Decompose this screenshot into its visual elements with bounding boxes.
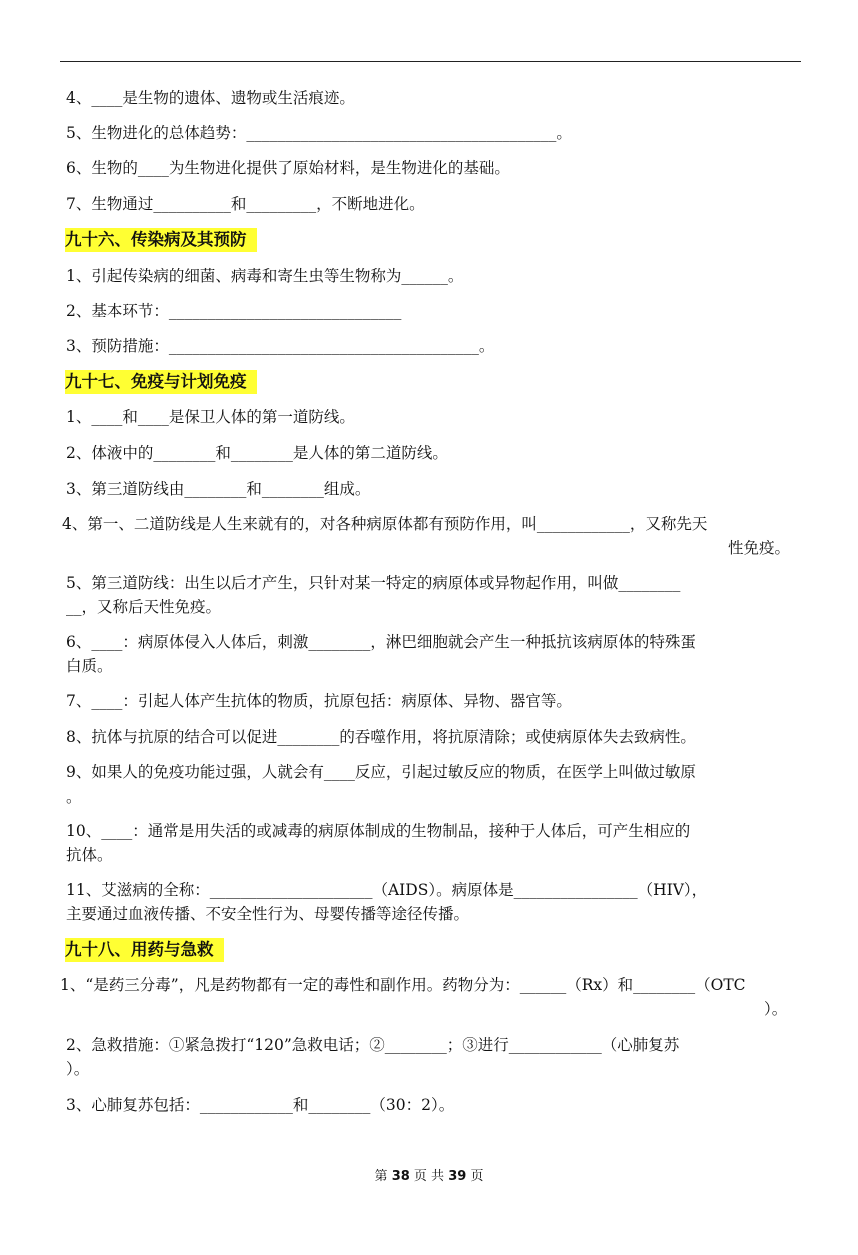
question-97-9-line2: 。 xyxy=(66,788,82,806)
question-97-10-line2: 抗体。 xyxy=(66,846,113,864)
question-98-1-line1: 1、“是药三分毒”，凡是药物都有一定的毒性和副作用。药物分为：______（Rx）和________（OTC xyxy=(60,976,746,994)
question-97-1: 1、____和____是保卫人体的第一道防线。 xyxy=(66,408,355,426)
total-page-number: 39 xyxy=(448,1169,467,1184)
question-96-1: 1、引起传染病的细菌、病毒和寄生虫等生物称为______。 xyxy=(66,267,464,285)
question-97-5-line2: __，又称后天性免疫。 xyxy=(66,598,222,616)
question-96-2: 2、基本环节：______________________________ xyxy=(66,302,402,320)
question-98-2-line1: 2、急救措施：①紧急拨打“120”急救电话；②________；③进行____________（心肺复苏 xyxy=(66,1036,680,1054)
section-heading-97: 九十七、免疫与计划免疫 xyxy=(65,370,257,394)
question-97-5-line1: 5、第三道防线：出生以后才产生，只针对某一特定的病原体或异物起作用，叫做________ xyxy=(66,574,681,592)
question-97-10-line1: 10、____：通常是用失活的或减毒的病原体制成的生物制品，接种于人体后，可产生相应的 xyxy=(66,822,691,840)
question-98-2-line2: ）。 xyxy=(66,1060,90,1078)
question-7: 7、生物通过__________和_________，不断地进化。 xyxy=(66,195,425,213)
question-97-11-line1: 11、艾滋病的全称：_____________________（AIDS）。病原体是________________（HIV）， xyxy=(66,881,708,899)
header-rule xyxy=(60,61,801,62)
section-heading-98: 九十八、用药与急救 xyxy=(65,938,224,962)
question-4: 4、____是生物的遗体、遗物或生活痕迹。 xyxy=(66,89,355,107)
question-97-4-line2: 性免疫。 xyxy=(728,539,791,557)
question-97-2: 2、体液中的________和________是人体的第二道防线。 xyxy=(66,444,448,462)
question-97-7: 7、____：引起人体产生抗体的物质，抗原包括：病原体、异物、器官等。 xyxy=(66,692,572,710)
current-page-number: 38 xyxy=(391,1169,410,1184)
question-97-3: 3、第三道防线由________和________组成。 xyxy=(66,480,371,498)
question-97-6-line1: 6、____：病原体侵入人体后，刺激________，淋巴细胞就会产生一种抵抗该病原体的特殊蛋 xyxy=(66,633,696,651)
question-96-3: 3、预防措施：________________________________________。 xyxy=(66,337,495,355)
question-98-3: 3、心肺复苏包括：____________和________（30：2）。 xyxy=(66,1096,455,1114)
question-97-9-line1: 9、如果人的免疫功能过强，人就会有____反应，引起过敏反应的物质，在医学上叫做过敏原 xyxy=(66,763,696,781)
footer-prefix: 第 xyxy=(374,1169,388,1184)
footer-suffix: 页 xyxy=(470,1169,484,1184)
question-97-4-line1: 4、第一、二道防线是人生来就有的，对各种病原体都有预防作用，叫____________，又称先天 xyxy=(62,515,708,533)
question-97-6-line2: 白质。 xyxy=(66,657,113,675)
page-footer xyxy=(0,1165,858,1184)
question-97-8: 8、抗体与抗原的结合可以促进________的吞噬作用，将抗原清除；或使病原体失去致病性。 xyxy=(66,728,696,746)
footer-middle: 页 共 xyxy=(413,1169,445,1184)
question-6: 6、生物的____为生物进化提供了原始材料，是生物进化的基础。 xyxy=(66,159,510,177)
question-5: 5、生物进化的总体趋势：________________________________________。 xyxy=(66,124,572,142)
section-heading-96: 九十六、传染病及其预防 xyxy=(65,228,257,252)
question-97-11-line2: 主要通过血液传播、不安全性行为、母婴传播等途径传播。 xyxy=(66,905,470,923)
question-98-1-line2: ）。 xyxy=(764,1000,788,1018)
